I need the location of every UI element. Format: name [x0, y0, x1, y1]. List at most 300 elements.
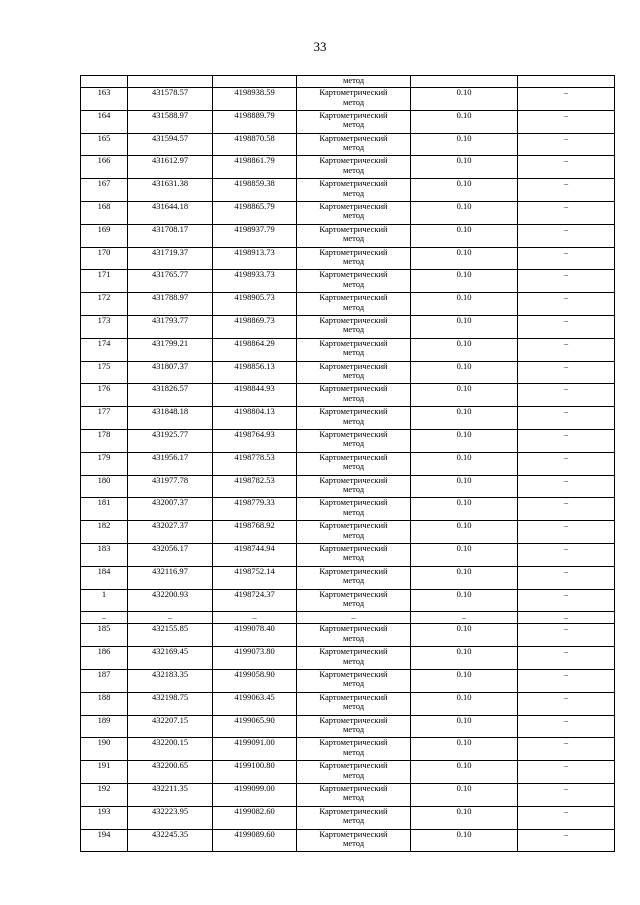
method-cell — [297, 407, 411, 430]
x-coordinate-cell: 432198.75 — [128, 692, 213, 715]
method-text-line1: Картометрический — [319, 589, 388, 599]
x-coordinate-cell: 431793.77 — [128, 315, 213, 338]
x-coordinate-cell: 432200.15 — [128, 738, 213, 761]
method-cell — [297, 692, 411, 715]
method-cell — [297, 361, 411, 384]
point-number-cell: 189 — [81, 715, 128, 738]
y-coordinate-cell: 4199099.00 — [213, 783, 297, 806]
y-coordinate-cell: 4199073.80 — [213, 647, 297, 670]
x-coordinate-cell: 432169.45 — [128, 647, 213, 670]
method-cell — [297, 315, 411, 338]
method-text-line2: метод — [342, 461, 365, 472]
method-text-line2: метод — [342, 529, 365, 540]
method-text-line2: метод — [342, 701, 365, 712]
point-number-cell: 173 — [81, 315, 128, 338]
method-text-line1: Картометрический — [319, 783, 388, 793]
point-number-cell: 180 — [81, 475, 128, 498]
accuracy-cell: 0.10 — [411, 293, 518, 316]
note-cell: – — [518, 624, 615, 647]
note-cell: – — [518, 361, 615, 384]
method-cell — [297, 384, 411, 407]
method-cell — [297, 247, 411, 270]
method-cell — [297, 738, 411, 761]
point-number-cell: 177 — [81, 407, 128, 430]
table-row — [81, 647, 615, 670]
table-row — [81, 783, 615, 806]
table-row — [81, 338, 615, 361]
y-coordinate-cell: 4198782.53 — [213, 475, 297, 498]
table-row — [81, 407, 615, 430]
method-text-line2: метод — [342, 233, 365, 244]
table-row — [81, 806, 615, 829]
method-text-line1: Картометрический — [319, 497, 388, 508]
table-row — [81, 624, 615, 647]
x-coordinate-cell: 432200.93 — [128, 589, 213, 612]
note-cell: – — [518, 521, 615, 544]
table-row — [81, 566, 615, 589]
method-text-line1: Картометрический — [319, 520, 388, 531]
point-number-cell: 183 — [81, 543, 128, 566]
table-row — [81, 589, 615, 612]
x-coordinate-cell: 432200.65 — [128, 761, 213, 784]
accuracy-cell: 0.10 — [411, 156, 518, 179]
point-number-cell: 179 — [81, 452, 128, 475]
method-cell — [297, 498, 411, 521]
table-row — [81, 315, 615, 338]
method-cell — [297, 110, 411, 133]
y-coordinate-cell: 4198744.94 — [213, 543, 297, 566]
point-number-cell: 176 — [81, 384, 128, 407]
method-cell — [297, 566, 411, 589]
point-number-cell: 170 — [81, 247, 128, 270]
note-cell: – — [518, 110, 615, 133]
x-coordinate-cell: 432207.15 — [128, 715, 213, 738]
note-cell: – — [518, 179, 615, 202]
point-number-cell: 187 — [81, 669, 128, 692]
table-row — [81, 247, 615, 270]
point-number-cell: 169 — [81, 224, 128, 247]
method-text-line2: метод — [342, 598, 365, 609]
separator-cell: – — [128, 612, 213, 624]
method-text-line1: Картометрический — [319, 133, 388, 143]
note-cell: – — [518, 761, 615, 784]
method-text-line2: метод — [342, 724, 365, 735]
point-number-cell: 178 — [81, 429, 128, 452]
y-coordinate-cell: 4198937.79 — [213, 224, 297, 247]
note-cell: – — [518, 475, 615, 498]
note-cell: – — [518, 738, 615, 761]
method-text-line2: метод — [342, 301, 365, 312]
method-cell — [297, 338, 411, 361]
method-text-line1: Картометрический — [319, 806, 388, 816]
table-row — [81, 224, 615, 247]
accuracy-cell: 0.10 — [411, 498, 518, 521]
note-cell: – — [518, 647, 615, 670]
table-cell: метод — [297, 76, 411, 88]
x-coordinate-cell: 432116.97 — [128, 566, 213, 589]
point-number-cell: 171 — [81, 270, 128, 293]
x-coordinate-cell: 431578.57 — [128, 88, 213, 111]
y-coordinate-cell: 4198779.33 — [213, 498, 297, 521]
point-number-cell: 172 — [81, 293, 128, 316]
method-cell — [297, 133, 411, 156]
method-cell — [297, 224, 411, 247]
note-cell: – — [518, 270, 615, 293]
separator-cell: – — [213, 612, 297, 624]
note-cell: – — [518, 224, 615, 247]
method-cell — [297, 624, 411, 647]
method-text-line1: Картометрический — [319, 247, 388, 257]
x-coordinate-cell: 431588.97 — [128, 110, 213, 133]
y-coordinate-cell: 4198724.37 — [213, 589, 297, 612]
point-number-cell: 192 — [81, 783, 128, 806]
point-number-cell: 167 — [81, 179, 128, 202]
accuracy-cell: 0.10 — [411, 224, 518, 247]
accuracy-cell: 0.10 — [411, 133, 518, 156]
method-text-line2: метод — [342, 792, 365, 803]
x-coordinate-cell: 431719.37 — [128, 247, 213, 270]
table-row — [81, 521, 615, 544]
accuracy-cell: 0.10 — [411, 647, 518, 670]
method-text-line1: Картометрический — [319, 475, 388, 485]
y-coordinate-cell: 4198889.79 — [213, 110, 297, 133]
table-cell — [81, 76, 128, 88]
point-number-cell: 185 — [81, 624, 128, 647]
point-number-cell: 181 — [81, 498, 128, 521]
note-cell: – — [518, 452, 615, 475]
separator-cell: – — [411, 612, 518, 624]
y-coordinate-cell: 4198861.79 — [213, 156, 297, 179]
accuracy-cell: 0.10 — [411, 475, 518, 498]
point-number-cell: 190 — [81, 738, 128, 761]
method-cell — [297, 429, 411, 452]
y-coordinate-cell: 4198752.14 — [213, 566, 297, 589]
note-cell: – — [518, 806, 615, 829]
method-text-line2: метод — [342, 552, 365, 563]
accuracy-cell: 0.10 — [411, 761, 518, 784]
x-coordinate-cell: 432245.35 — [128, 829, 213, 852]
x-coordinate-cell: 432027.37 — [128, 521, 213, 544]
y-coordinate-cell: 4198933.73 — [213, 270, 297, 293]
method-text-line2: метод — [342, 815, 365, 826]
point-number-cell: 193 — [81, 806, 128, 829]
method-text-line2: метод — [342, 324, 365, 335]
y-coordinate-cell: 4199100.80 — [213, 761, 297, 784]
method-text-line2: метод — [342, 838, 365, 848]
method-text-line1: Картометрический — [319, 760, 388, 771]
note-cell: – — [518, 88, 615, 111]
separator-cell: – — [297, 612, 411, 624]
x-coordinate-cell: 432183.35 — [128, 669, 213, 692]
method-text-line1: Картометрический — [319, 623, 388, 634]
x-coordinate-cell: 431765.77 — [128, 270, 213, 293]
accuracy-cell: 0.10 — [411, 384, 518, 407]
point-number-cell: 188 — [81, 692, 128, 715]
table-row — [81, 669, 615, 692]
method-cell — [297, 715, 411, 738]
method-text-line1: Картометрический — [319, 315, 388, 325]
table-row — [81, 156, 615, 179]
method-text-line2: метод — [342, 769, 365, 780]
point-number-cell: 163 — [81, 88, 128, 111]
table-row — [81, 201, 615, 224]
method-text-line2: метод — [342, 575, 365, 586]
coordinates-table — [80, 75, 615, 852]
note-cell: – — [518, 692, 615, 715]
accuracy-cell: 0.10 — [411, 624, 518, 647]
method-text-line1: Картометрический — [319, 383, 388, 394]
method-text-line2: метод — [342, 210, 365, 221]
method-text-line1: Картометрический — [319, 338, 388, 348]
table-cell — [411, 76, 518, 88]
y-coordinate-cell: 4199089.60 — [213, 829, 297, 852]
method-text-line1: Картометрический — [319, 224, 388, 234]
table-row — [81, 543, 615, 566]
table-cell — [213, 76, 297, 88]
method-text-line2: метод — [342, 119, 365, 130]
point-number-cell: 191 — [81, 761, 128, 784]
table-row — [81, 498, 615, 521]
method-text-line2: метод — [342, 164, 365, 175]
note-cell: – — [518, 589, 615, 612]
point-number-cell: 174 — [81, 338, 128, 361]
method-text-line1: Картометрический — [319, 110, 388, 120]
y-coordinate-cell: 4198804.13 — [213, 407, 297, 430]
method-text-line2: метод — [342, 278, 365, 289]
method-text-line1: Картометрический — [319, 429, 388, 439]
table-row — [81, 475, 615, 498]
note-cell: – — [518, 156, 615, 179]
point-number-cell: 1 — [81, 589, 128, 612]
method-text-line2: метод — [342, 415, 365, 426]
y-coordinate-cell: 4198778.53 — [213, 452, 297, 475]
method-text-line2: метод — [342, 187, 365, 198]
method-text-line2: метод — [342, 392, 365, 403]
method-cell — [297, 783, 411, 806]
method-text-line1: Картометрический — [319, 155, 388, 166]
method-text-line1: Картометрический — [319, 178, 388, 189]
x-coordinate-cell: 432007.37 — [128, 498, 213, 521]
table-cell — [128, 76, 213, 88]
method-text-line2: метод — [342, 632, 365, 643]
accuracy-cell: 0.10 — [411, 521, 518, 544]
y-coordinate-cell: 4198768.92 — [213, 521, 297, 544]
method-text-line2: метод — [342, 484, 365, 495]
y-coordinate-cell: 4199065.90 — [213, 715, 297, 738]
method-cell — [297, 543, 411, 566]
note-cell: – — [518, 783, 615, 806]
accuracy-cell: 0.10 — [411, 407, 518, 430]
x-coordinate-cell: 431807.37 — [128, 361, 213, 384]
point-number-cell: 182 — [81, 521, 128, 544]
x-coordinate-cell: 431631.38 — [128, 179, 213, 202]
table-cell — [518, 76, 615, 88]
note-cell: – — [518, 247, 615, 270]
method-cell — [297, 589, 411, 612]
method-text-line1: Картометрический — [319, 452, 388, 462]
method-cell — [297, 761, 411, 784]
accuracy-cell: 0.10 — [411, 669, 518, 692]
method-cell — [297, 829, 411, 852]
y-coordinate-cell: 4198913.73 — [213, 247, 297, 270]
accuracy-cell: 0.10 — [411, 829, 518, 852]
y-coordinate-cell: 4198905.73 — [213, 293, 297, 316]
y-coordinate-cell: 4198764.93 — [213, 429, 297, 452]
method-text-line1: Картометрический — [319, 201, 388, 211]
accuracy-cell: 0.10 — [411, 201, 518, 224]
x-coordinate-cell: 432211.35 — [128, 783, 213, 806]
table-row — [81, 692, 615, 715]
y-coordinate-cell: 4198938.59 — [213, 88, 297, 111]
y-coordinate-cell: 4199078.40 — [213, 624, 297, 647]
x-coordinate-cell: 431708.17 — [128, 224, 213, 247]
note-cell: – — [518, 429, 615, 452]
method-text-line2: метод — [342, 678, 365, 689]
x-coordinate-cell: 431848.18 — [128, 407, 213, 430]
point-number-cell: 164 — [81, 110, 128, 133]
accuracy-cell: 0.10 — [411, 315, 518, 338]
note-cell: – — [518, 338, 615, 361]
method-text-line1: Картометрический — [319, 715, 388, 725]
x-coordinate-cell: 431594.57 — [128, 133, 213, 156]
point-number-cell: 186 — [81, 647, 128, 670]
point-number-cell: 165 — [81, 133, 128, 156]
note-cell: – — [518, 498, 615, 521]
method-cell — [297, 475, 411, 498]
table-separator-row — [81, 612, 615, 624]
note-cell: – — [518, 293, 615, 316]
note-cell: – — [518, 201, 615, 224]
accuracy-cell: 0.10 — [411, 361, 518, 384]
point-number-cell: 168 — [81, 201, 128, 224]
note-cell: – — [518, 384, 615, 407]
accuracy-cell: 0.10 — [411, 179, 518, 202]
note-cell: – — [518, 669, 615, 692]
y-coordinate-cell: 4198859.38 — [213, 179, 297, 202]
table-row — [81, 429, 615, 452]
accuracy-cell: 0.10 — [411, 566, 518, 589]
accuracy-cell: 0.10 — [411, 783, 518, 806]
x-coordinate-cell: 431925.77 — [128, 429, 213, 452]
accuracy-cell: 0.10 — [411, 247, 518, 270]
table-row — [81, 715, 615, 738]
method-cell — [297, 156, 411, 179]
method-cell — [297, 270, 411, 293]
method-cell — [297, 806, 411, 829]
accuracy-cell: 0.10 — [411, 270, 518, 293]
x-coordinate-cell: 431977.78 — [128, 475, 213, 498]
x-coordinate-cell: 431826.57 — [128, 384, 213, 407]
table-row — [81, 384, 615, 407]
separator-cell: – — [518, 612, 615, 624]
method-text-line1: Картометрический — [319, 566, 388, 576]
y-coordinate-cell: 4199063.45 — [213, 692, 297, 715]
x-coordinate-cell: 431799.21 — [128, 338, 213, 361]
note-cell: – — [518, 715, 615, 738]
table-row — [81, 738, 615, 761]
method-cell — [297, 521, 411, 544]
accuracy-cell: 0.10 — [411, 738, 518, 761]
accuracy-cell: 0.10 — [411, 589, 518, 612]
separator-cell: – — [81, 612, 128, 624]
table-row — [81, 179, 615, 202]
point-number-cell: 175 — [81, 361, 128, 384]
method-text-line2: метод — [342, 506, 365, 517]
x-coordinate-cell: 431612.97 — [128, 156, 213, 179]
method-text-line1: Картометрический — [319, 292, 388, 303]
coordinates-table-body — [81, 76, 615, 852]
method-cell — [297, 452, 411, 475]
method-text-line1: Картометрический — [319, 87, 388, 97]
x-coordinate-cell: 431956.17 — [128, 452, 213, 475]
accuracy-cell: 0.10 — [411, 692, 518, 715]
method-text-line1: Картометрический — [319, 361, 388, 371]
page-number: 33 — [313, 39, 327, 54]
x-coordinate-cell: 432155.85 — [128, 624, 213, 647]
method-cell — [297, 88, 411, 111]
method-text-line1: Картометрический — [319, 646, 388, 657]
accuracy-cell: 0.10 — [411, 88, 518, 111]
x-coordinate-cell: 431644.18 — [128, 201, 213, 224]
method-text-line1: Картометрический — [319, 543, 388, 553]
table-row — [81, 133, 615, 156]
method-text-line1: Картометрический — [319, 406, 388, 417]
method-text-line2: метод — [342, 655, 365, 666]
y-coordinate-cell: 4198856.13 — [213, 361, 297, 384]
table-row — [81, 88, 615, 111]
method-text-line1: Картометрический — [319, 829, 388, 839]
accuracy-cell: 0.10 — [411, 806, 518, 829]
method-text-line1: Картометрический — [319, 737, 388, 748]
accuracy-cell: 0.10 — [411, 338, 518, 361]
table-row — [81, 270, 615, 293]
y-coordinate-cell: 4199082.60 — [213, 806, 297, 829]
y-coordinate-cell: 4198869.73 — [213, 315, 297, 338]
table-row — [81, 829, 615, 852]
method-text-line2: метод — [342, 256, 365, 267]
method-text-line1: Картометрический — [319, 669, 388, 679]
accuracy-cell: 0.10 — [411, 452, 518, 475]
method-cell — [297, 293, 411, 316]
accuracy-cell: 0.10 — [411, 543, 518, 566]
method-text-line2: метод — [342, 370, 365, 381]
y-coordinate-cell: 4199058.90 — [213, 669, 297, 692]
table-row — [81, 110, 615, 133]
note-cell: – — [518, 543, 615, 566]
method-cell — [297, 647, 411, 670]
accuracy-cell: 0.10 — [411, 429, 518, 452]
method-text-line2: метод — [342, 96, 365, 107]
x-coordinate-cell: 431788.97 — [128, 293, 213, 316]
method-cell — [297, 669, 411, 692]
y-coordinate-cell: 4198864.29 — [213, 338, 297, 361]
point-number-cell: 166 — [81, 156, 128, 179]
table-continuation-row — [81, 76, 615, 88]
accuracy-cell: 0.10 — [411, 110, 518, 133]
method-text-line1: Картометрический — [319, 269, 388, 280]
table-row — [81, 361, 615, 384]
method-cell — [297, 179, 411, 202]
table-row — [81, 452, 615, 475]
method-text-line1: Картометрический — [319, 692, 388, 702]
table-row — [81, 293, 615, 316]
method-text-line2: метод — [342, 746, 365, 757]
x-coordinate-cell: 432223.95 — [128, 806, 213, 829]
method-cell — [297, 201, 411, 224]
y-coordinate-cell: 4198870.58 — [213, 133, 297, 156]
note-cell: – — [518, 407, 615, 430]
x-coordinate-cell: 432056.17 — [128, 543, 213, 566]
